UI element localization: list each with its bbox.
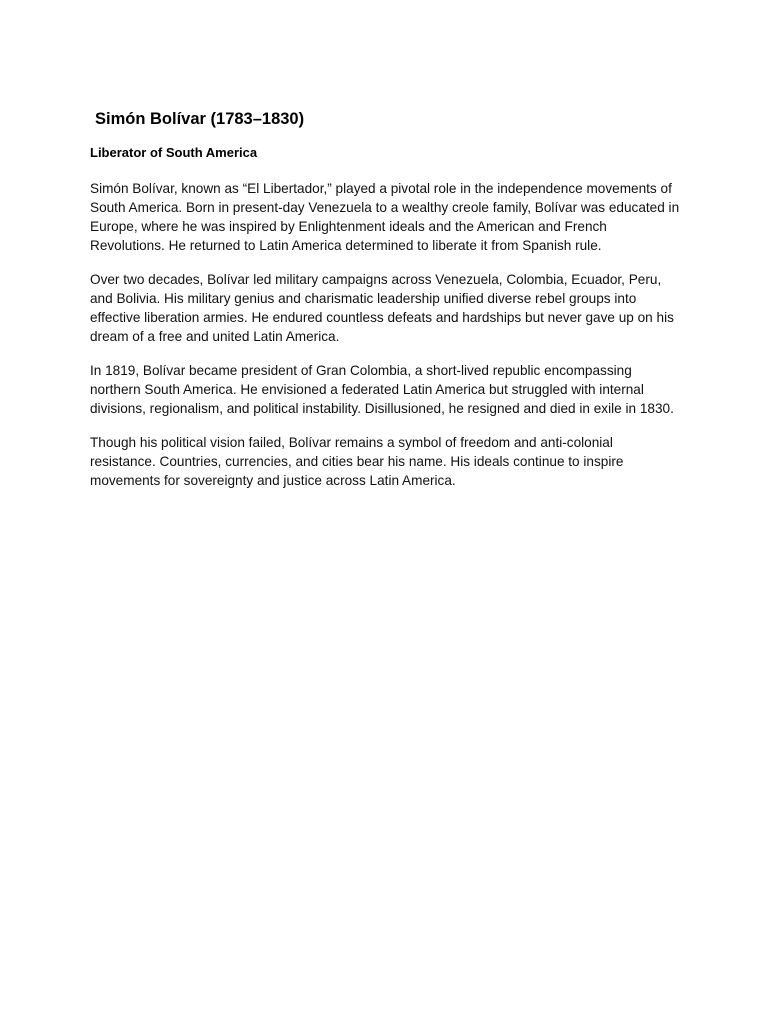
document-subtitle: Liberator of South America [90,145,258,160]
document-page [90,108,680,490]
document-title: Simón Bolívar (1783–1830) [95,110,305,128]
paragraph-legacy: Though his political vision failed, Bolívar remains a symbol of freedom and anti-colonial resistance. Countries, currencies, and cities bear his name. His ideals continue to inspire movements for sovereignty and justice across Latin America. [90,435,624,488]
paragraph-intro: Simón Bolívar, known as “El Libertador,” played a pivotal role in the independence movements of South America. Born in present-day Venezuela to a wealthy creole family, Bolívar was educated in Europe, where he was inspired by Enlightenment ideals and the American and French Revolutions. He returned to Latin America determined to liberate it from Spanish rule. [90,181,680,253]
paragraph-presidency: In 1819, Bolívar became president of Gran Colombia, a short-lived republic encompassing northern South America. He envisioned a federated Latin America but struggled with internal divisions, regionalism, and political instability. Disillusioned, he resigned and died in exile in 1830. [90,363,674,416]
paragraph-campaigns: Over two decades, Bolívar led military campaigns across Venezuela, Colombia, Ecuador, Peru, and Bolivia. His military genius and charismatic leadership unified diverse rebel groups into effective liberation armies. He endured countless defeats and hardships but never gave up on his dream of a free and united Latin America. [90,272,674,344]
